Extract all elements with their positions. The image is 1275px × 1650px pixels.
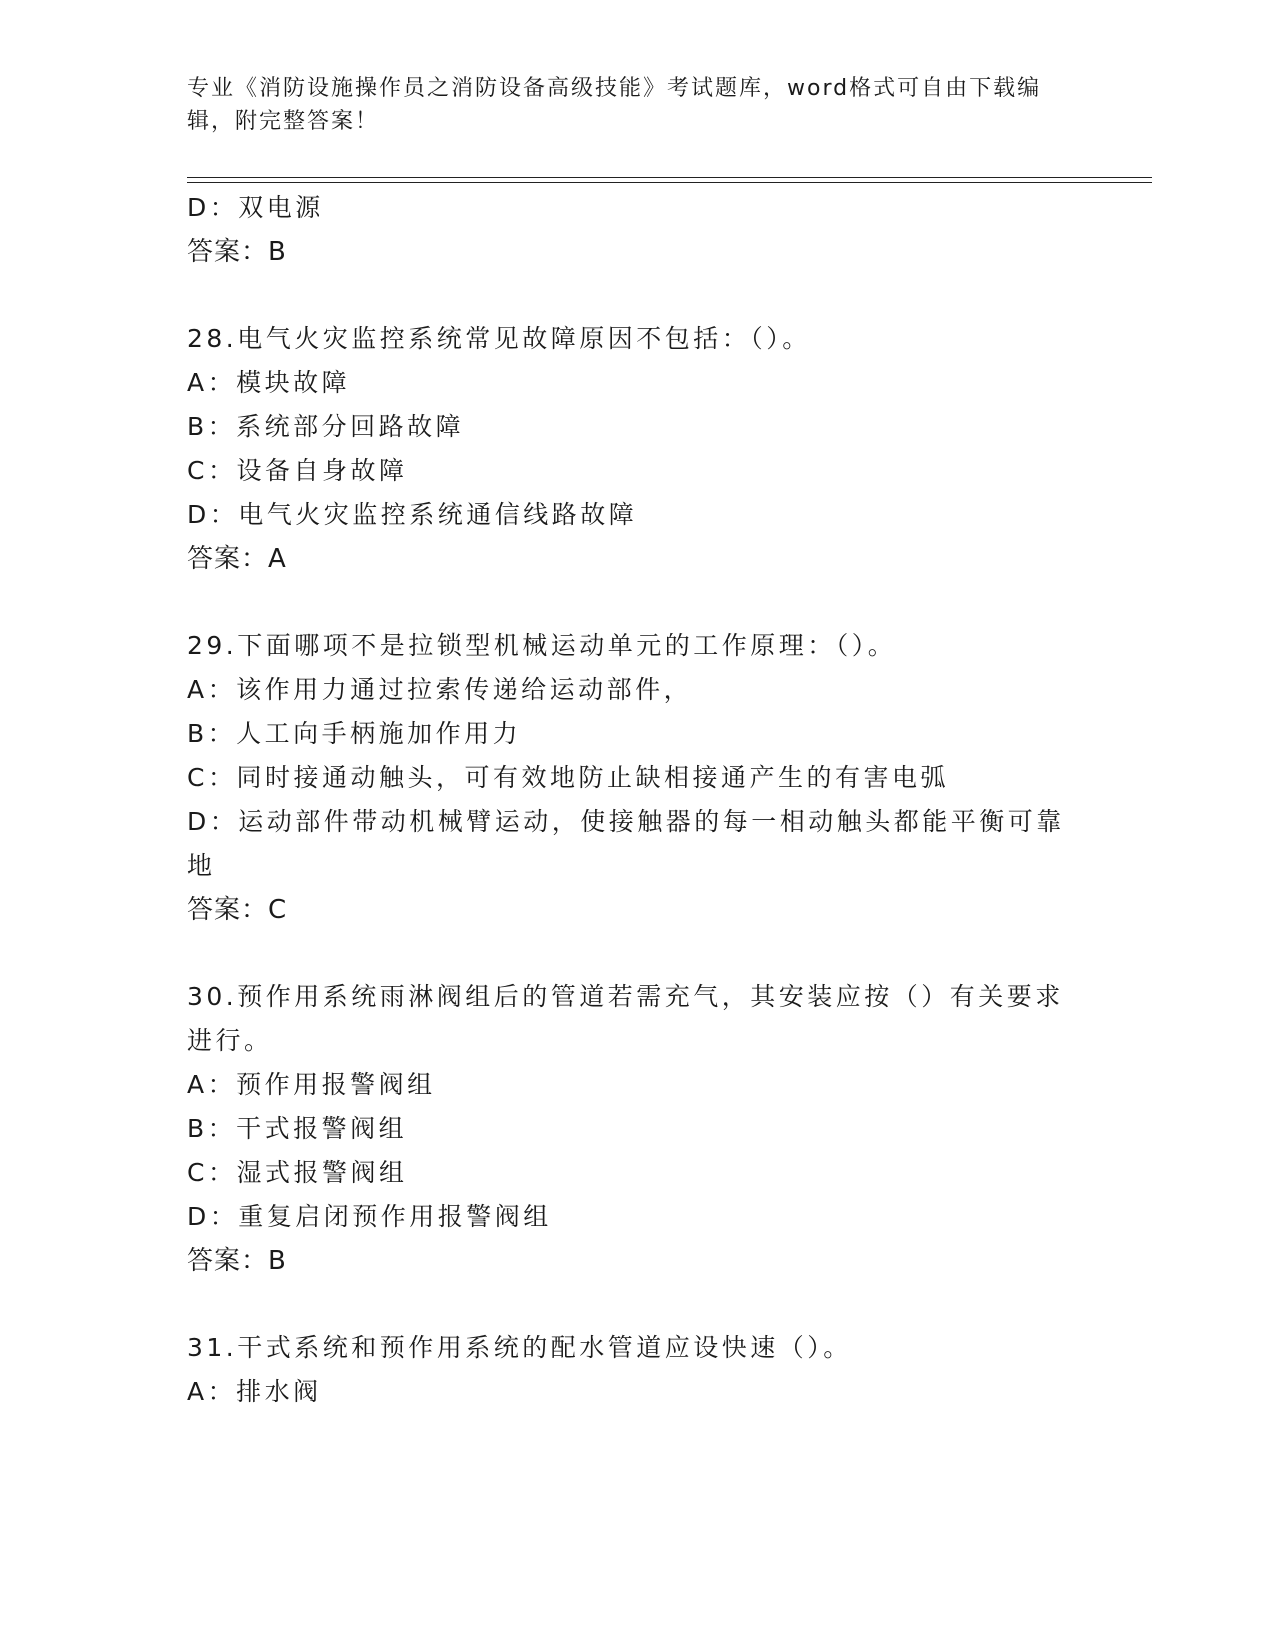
answer-line: 答案：A: [187, 544, 287, 574]
option-b: B：系统部分回路故障: [187, 412, 465, 441]
option-d: D：运动部件带动机械臂运动，使接触器的每一相动触头都能平衡可靠: [187, 807, 1065, 836]
answer-line: 答案：B: [187, 1246, 287, 1276]
answer-line: 答案：C: [187, 895, 288, 925]
option-c: C：同时接通动触头，可有效地防止缺相接通产生的有害电弧: [187, 763, 949, 792]
option-c: C：湿式报警阀组: [187, 1158, 408, 1187]
option-d-continued: 地: [187, 851, 216, 880]
question-29: 29.下面哪项不是拉锁型机械运动单元的工作原理：（）。: [187, 631, 897, 660]
option-a: A：排水阀: [187, 1377, 322, 1406]
option-c: C：设备自身故障: [187, 456, 408, 485]
question-31: 31.干式系统和预作用系统的配水管道应设快速（）。: [187, 1333, 852, 1362]
option-d: D：电气火灾监控系统通信线路故障: [187, 500, 638, 529]
option-a: A：模块故障: [187, 368, 351, 397]
option-b: B：人工向手柄施加作用力: [187, 719, 522, 748]
question-30-continued: 进行。: [187, 1026, 273, 1055]
answer-line: 答案：B: [187, 237, 287, 267]
question-30: 30.预作用系统雨淋阀组后的管道若需充气，其安装应按（）有关要求: [187, 982, 1064, 1011]
option-d: D：重复启闭预作用报警阀组: [187, 1202, 552, 1231]
option-a: A：该作用力通过拉索传递给运动部件，: [187, 675, 693, 704]
header-divider-bottom: [187, 182, 1152, 183]
document-header: 专业《消防设施操作员之消防设备高级技能》考试题库，word格式可自由下载编辑，附完整答案！: [187, 76, 1042, 134]
option-b: B：干式报警阀组: [187, 1114, 408, 1143]
option-a: A：预作用报警阀组: [187, 1070, 436, 1099]
question-28: 28.电气火灾监控系统常见故障原因不包括：（）。: [187, 324, 811, 353]
header-divider-top: [187, 177, 1152, 178]
option-d: D：双电源: [187, 193, 324, 222]
